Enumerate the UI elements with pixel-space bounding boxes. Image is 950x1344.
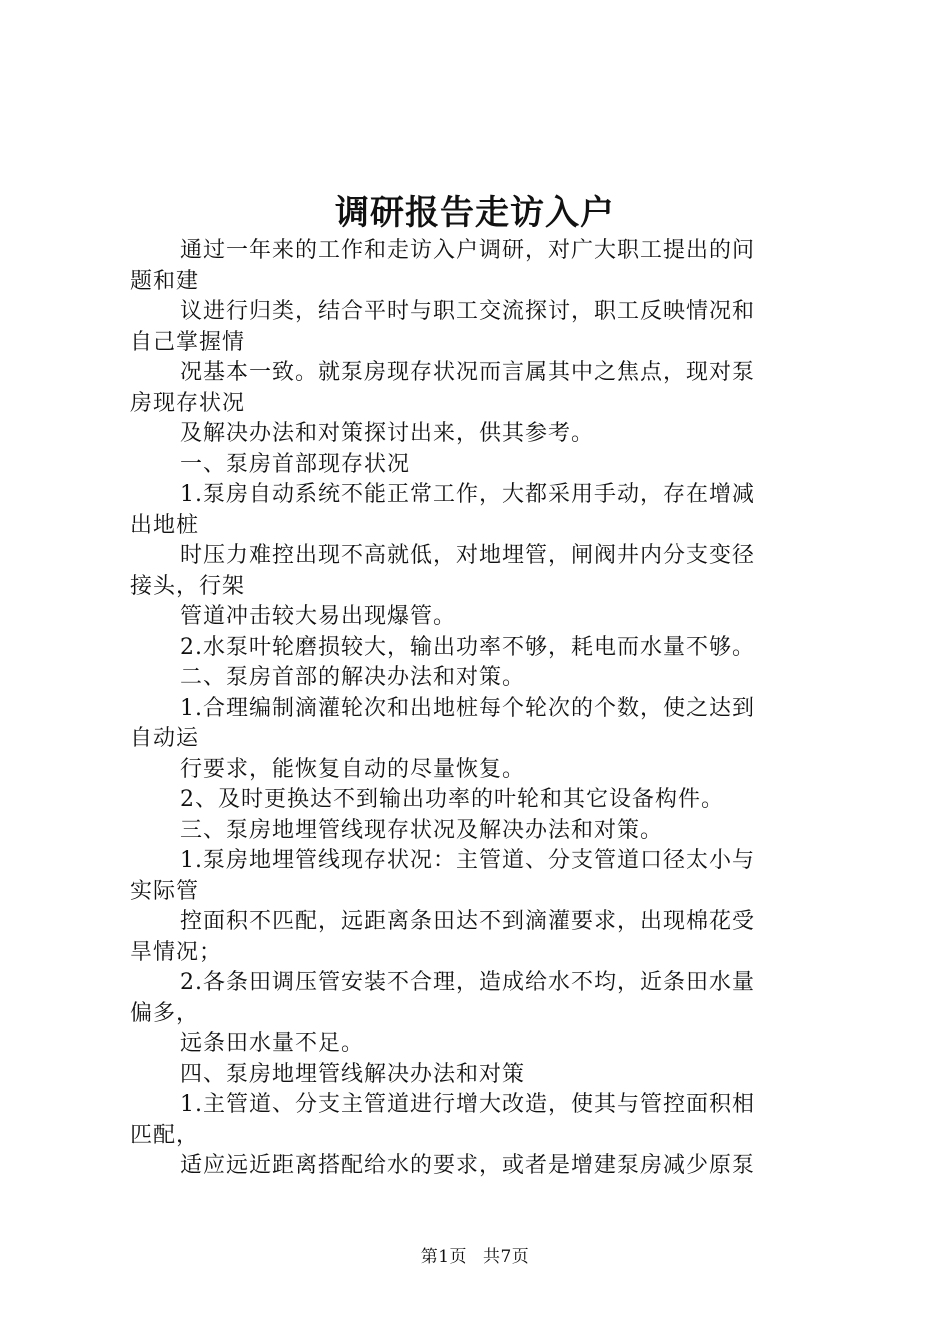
text-line: 旱情况；	[130, 939, 223, 965]
text-line: 通过一年来的工作和走访入户调研，对广大职工提出的问	[180, 238, 756, 263]
text-line: 1.主管道、分支主管道进行增大改造，使其与管控面积相	[180, 1092, 755, 1117]
text-line: 及解决办法和对策探讨出来，供其参考。	[180, 421, 595, 446]
text-line: 自动运	[130, 726, 200, 751]
text-line: 2.水泵叶轮磨损较大，输出功率不够，耗电而水量不够。	[180, 634, 755, 660]
page-total: 共7页	[482, 1247, 530, 1267]
text-line: 偏多，	[130, 1000, 200, 1026]
text-line: 出地桩	[130, 512, 200, 538]
text-line: 房现存状况	[130, 390, 246, 416]
text-line: 议进行归类，结合平时与职工交流探讨，职工反映情况和	[180, 299, 756, 324]
text-line: 四、泵房地埋管线解决办法和对策	[180, 1061, 526, 1087]
text-line: 1.泵房自动系统不能正常工作，大都采用手动，存在增减	[180, 482, 755, 507]
document-body	[130, 236, 832, 1182]
text-line: 自己掌握情	[130, 329, 246, 355]
text-line: 1.泵房地埋管线现存状况：主管道、分支管道口径太小与	[180, 848, 755, 873]
text-line: 远条田水量不足。	[180, 1031, 365, 1056]
page-number: 第1页	[420, 1247, 468, 1267]
text-line: 三、泵房地埋管线现存状况及解决办法和对策。	[180, 817, 664, 843]
text-line: 2.各条田调压管安装不合理，造成给水不均，近条田水量	[180, 970, 755, 995]
text-line: 管道冲击较大易出现爆管。	[180, 604, 457, 629]
text-line: 2、及时更换达不到输出功率的叶轮和其它设备构件。	[180, 787, 724, 812]
text-line: 匹配，	[130, 1122, 200, 1148]
document-title: 调研报告走访入户	[335, 193, 615, 233]
text-line: 接头，行架	[130, 573, 246, 599]
text-line: 时压力难控出现不高就低，对地埋管，闸阀井内分支变径	[180, 543, 756, 568]
text-line: 适应远近距离搭配给水的要求，或者是增建泵房减少原泵	[180, 1153, 756, 1178]
text-line: 题和建	[130, 268, 200, 294]
text-line: 1.合理编制滴灌轮次和出地桩每个轮次的个数，使之达到	[180, 695, 755, 721]
text-line: 一、泵房首部现存状况	[180, 451, 411, 477]
text-line: 行要求，能恢复自动的尽量恢复。	[180, 756, 526, 782]
text-line: 二、泵房首部的解决办法和对策。	[180, 665, 526, 690]
text-line: 况基本一致。就泵房现存状况而言属其中之焦点，现对泵	[180, 360, 756, 385]
text-line: 实际管	[130, 878, 200, 904]
page-footer	[0, 1242, 950, 1267]
text-line: 控面积不匹配，远距离条田达不到滴灌要求，出现棉花受	[180, 909, 756, 934]
